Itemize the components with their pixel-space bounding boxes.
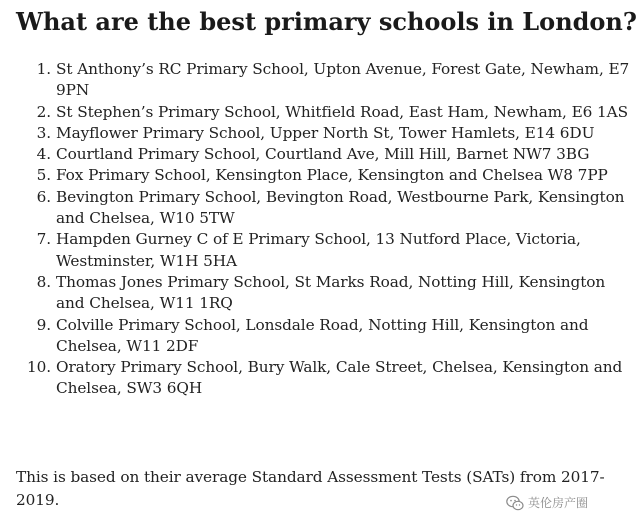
school-list-text: Fox Primary School, Kensington Place, Kensington and Chelsea W8 7PP (56, 166, 608, 185)
school-list-text: St Anthony’s RC Primary School, Upton Avenue, Forest Gate, Newham, E7 9PN (56, 60, 630, 100)
school-list-item (16, 229, 632, 272)
school-list-item (16, 272, 632, 315)
page-title: What are the best primary schools in London? (16, 7, 637, 36)
wechat-icon (506, 495, 524, 511)
school-list-text: Mayflower Primary School, Upper North St, Tower Hamlets, E14 6DU (56, 123, 595, 142)
school-list-item (16, 187, 632, 230)
school-list-item (16, 357, 632, 400)
school-list-number: 10. (26, 358, 51, 377)
school-list-text: Thomas Jones Primary School, St Marks Road, Notting Hill, Kensington and Chelsea, W11 1RQ (56, 272, 606, 313)
school-list-text: Hampden Gurney C of E Primary School, 13 Nutford Place, Victoria, Westminster, W1H 5HA (56, 230, 581, 270)
school-list-number: 6. (36, 187, 51, 206)
watermark (506, 495, 588, 511)
school-list-text: Courtland Primary School, Courtland Ave, Mill Hill, Barnet NW7 3BG (56, 145, 590, 164)
school-list-item (16, 102, 632, 123)
school-list-number: 9. (36, 315, 51, 334)
watermark-label: 英伦房产圈 (528, 496, 589, 510)
school-list-text: Oratory Primary School, Bury Walk, Cale Street, Chelsea, Kensington and Chelsea, SW3 6QH (56, 358, 623, 398)
school-list-number: 5. (36, 166, 51, 185)
school-list-number: 3. (36, 123, 51, 142)
school-list-number: 4. (36, 145, 51, 164)
school-list-item (16, 165, 632, 186)
school-list-item (16, 315, 632, 358)
school-list-text: Colville Primary School, Lonsdale Road, Notting Hill, Kensington and Chelsea, W11 2DF (56, 315, 589, 355)
school-list-number: 7. (36, 230, 51, 249)
school-list-item (16, 59, 632, 102)
school-list-number: 2. (36, 102, 51, 121)
footnote: This is based on their average Standard Assessment Tests (SATs) from 2017-2019. (16, 468, 605, 509)
school-list-item (16, 123, 632, 144)
school-list-item (16, 144, 632, 165)
school-list-number: 8. (36, 272, 51, 291)
school-list-text: Bevington Primary School, Bevington Road, Westbourne Park, Kensington and Chelsea, W10 5TW (56, 187, 625, 228)
school-list-number: 1. (36, 60, 51, 78)
school-list (16, 59, 632, 400)
school-list-text: St Stephen’s Primary School, Whitfield Road, East Ham, Newham, E6 1AS (56, 102, 628, 121)
